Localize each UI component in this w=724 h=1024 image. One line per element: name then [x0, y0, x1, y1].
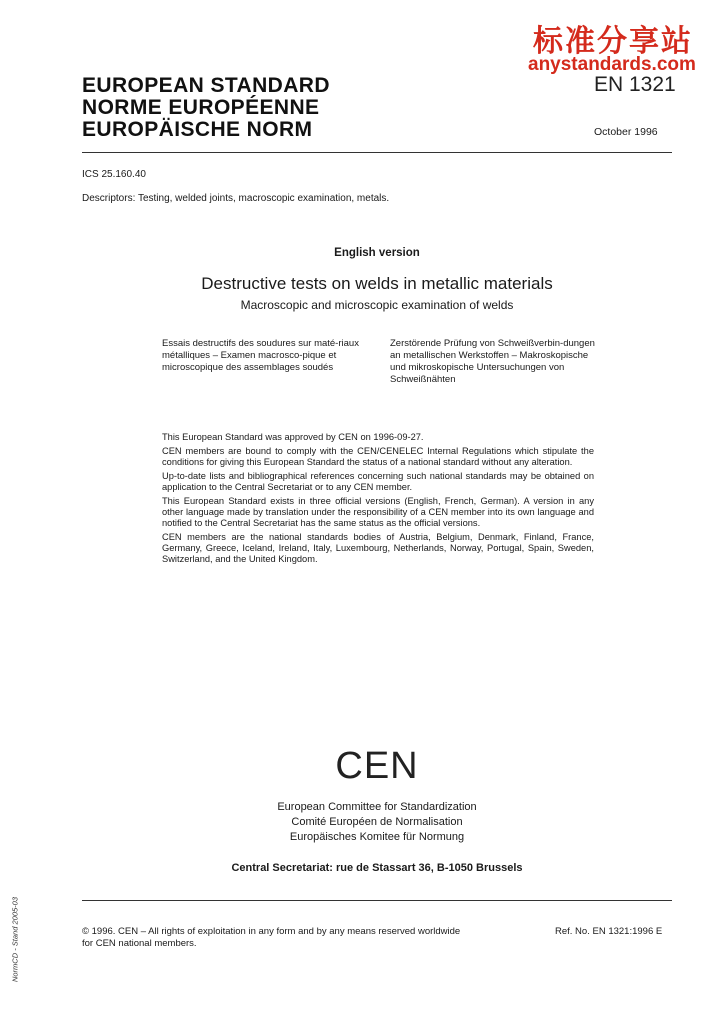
main-title: Destructive tests on welds in metallic materials — [201, 274, 553, 293]
title-english: EUROPEAN STANDARD — [82, 74, 330, 97]
watermark-chinese: 标准分享站 — [533, 24, 693, 59]
compliance-paragraph: CEN members are bound to comply with the CEN/CENELEC Internal Regulations which stipulate the conditions for giving this European Standard the status of a national standard without any alteration. — [162, 446, 594, 467]
org-german: Europäisches Komitee für Normung — [289, 831, 465, 843]
ics-code: ICS 25.160.40 — [82, 169, 146, 180]
copyright-notice: © 1996. CEN – All rights of exploitation in any form and by any means reserved worldwide for CEN national members. — [82, 926, 461, 949]
members-paragraph: CEN members are the national standards bodies of Austria, Belgium, Denmark, Finland, France, Germany, Greece, Iceland, Ireland, Italy, Luxembourg, Netherlands, Norway, Portugal, Spain, Sweden, Switzerland, and the United Kingdom. — [162, 532, 594, 564]
title-french: NORME EUROPÉENNE — [82, 96, 320, 119]
footer-divider — [82, 900, 672, 901]
german-title: Zerstörende Prüfung von Schweißverbin-dungen an metallischen Werkstoffen – Makroskopische und mikroskopische Untersuchungen von Schweißnähten — [390, 338, 595, 385]
reference-number: Ref. No. EN 1321:1996 E — [555, 926, 663, 937]
central-secretariat: Central Secretariat: rue de Stassart 36, B-1050 Brussels — [231, 862, 523, 874]
watermark-site: anystandards.com — [528, 54, 696, 75]
side-note: NormCD - Stand 2005-03 — [10, 896, 20, 983]
version-label: English version — [334, 247, 420, 259]
standard-number: EN 1321 — [594, 73, 676, 96]
approval-text — [162, 432, 594, 568]
cen-logo: CEN — [335, 745, 419, 787]
approval-paragraph: This European Standard was approved by CEN on 1996-09-27. — [162, 432, 424, 442]
references-paragraph: Up-to-date lists and bibliographical references concerning such national standards may be obtained on application to the Central Secretariat or to any CEN member. — [162, 471, 594, 492]
org-english: European Committee for Standardization — [277, 801, 477, 813]
org-french: Comité Européen de Normalisation — [291, 816, 463, 828]
sub-title: Macroscopic and microscopic examination of welds — [240, 298, 514, 312]
descriptors: Descriptors: Testing, welded joints, macroscopic examination, metals. — [82, 193, 390, 204]
publication-date: October 1996 — [594, 126, 658, 138]
header-divider — [82, 152, 672, 153]
versions-paragraph: This European Standard exists in three official versions (English, French, German). A version in any other language made by translation under the responsibility of a CEN member into its own language and notified to the Central Secretariat has the same status as the official versions. — [162, 496, 594, 528]
french-title: Essais destructifs des soudures sur maté-riaux métalliques – Examen macrosco-pique et microscopique des assemblages soudés — [162, 338, 359, 373]
title-german: EUROPÄISCHE NORM — [82, 118, 313, 141]
